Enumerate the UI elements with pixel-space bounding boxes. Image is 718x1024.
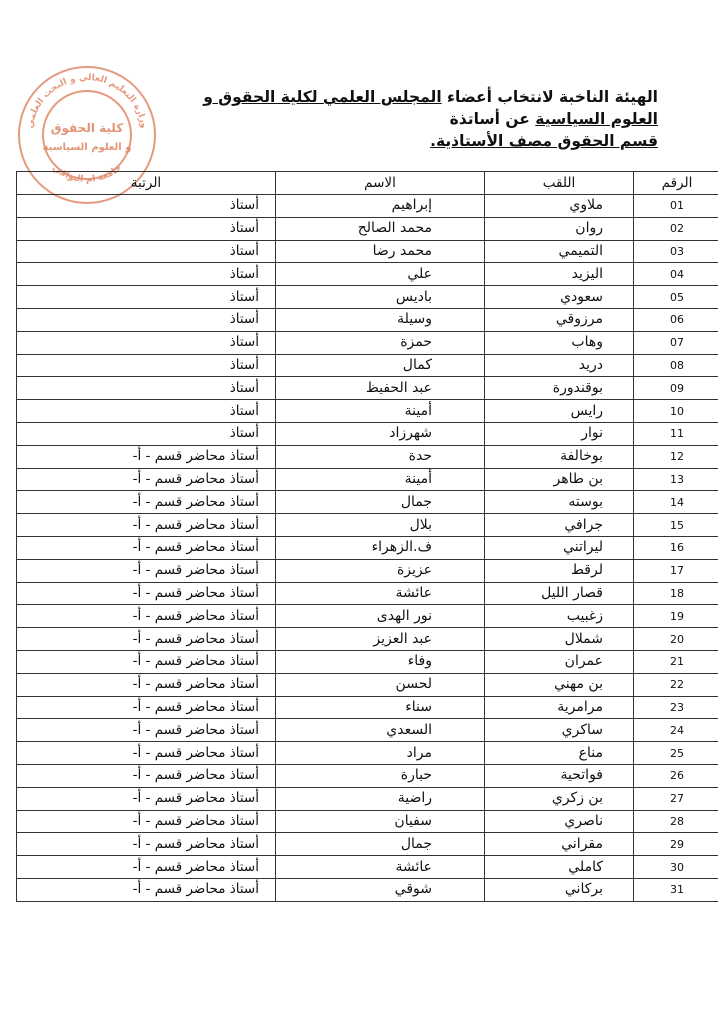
cell-last-name: ملاوي [485, 195, 634, 218]
cell-last-name: ناصري [485, 810, 634, 833]
cell-rank: أستاذ محاضر قسم - أ- [17, 719, 276, 742]
table-row [17, 696, 718, 719]
cell-first-name: عبد العزيز [276, 628, 485, 651]
cell-last-name: بن زكري [485, 787, 634, 810]
cell-last-name: بوخالفة [485, 445, 634, 468]
cell-first-name: عائشة [276, 856, 485, 879]
cell-rank: أستاذ محاضر قسم - أ- [17, 559, 276, 582]
cell-last-name: بركاني [485, 878, 634, 901]
table-row [17, 605, 718, 628]
table-row [17, 445, 718, 468]
cell-first-name: شوقي [276, 878, 485, 901]
cell-number: 05 [634, 286, 718, 309]
cell-number: 11 [634, 422, 718, 445]
table-row [17, 742, 718, 765]
cell-number: 22 [634, 673, 718, 696]
cell-last-name: بوسته [485, 491, 634, 514]
cell-number: 28 [634, 810, 718, 833]
cell-first-name: مراد [276, 742, 485, 765]
cell-first-name: كمال [276, 354, 485, 377]
cell-number: 31 [634, 878, 718, 901]
title-part1: الهيئة الناخبة لانتخاب أعضاء [441, 88, 658, 106]
cell-last-name: دريد [485, 354, 634, 377]
cell-rank: أستاذ محاضر قسم - أ- [17, 468, 276, 491]
table-row [17, 719, 718, 742]
table-row [17, 400, 718, 423]
table-row [17, 195, 718, 218]
cell-number: 27 [634, 787, 718, 810]
cell-rank: أستاذ محاضر قسم - أ- [17, 787, 276, 810]
stamp-text-line1: كلية الحقوق [50, 121, 124, 135]
cell-number: 02 [634, 217, 718, 240]
table-row [17, 764, 718, 787]
cell-rank: أستاذ محاضر قسم - أ- [17, 536, 276, 559]
cell-first-name: أمينة [276, 468, 485, 491]
table-row [17, 787, 718, 810]
electors-table [16, 171, 718, 902]
cell-number: 13 [634, 468, 718, 491]
cell-last-name: قصار الليل [485, 582, 634, 605]
cell-last-name: زغبيب [485, 605, 634, 628]
cell-last-name: بن طاهر [485, 468, 634, 491]
cell-last-name: فواتحية [485, 764, 634, 787]
stamp-ring-bottom-text: جامعة ام البواقي [50, 163, 124, 185]
table-row [17, 856, 718, 879]
cell-number: 23 [634, 696, 718, 719]
cell-last-name: نوار [485, 422, 634, 445]
cell-rank: أستاذ محاضر قسم - أ- [17, 491, 276, 514]
cell-first-name: سفيان [276, 810, 485, 833]
cell-rank: أستاذ محاضر قسم - أ- [17, 514, 276, 537]
cell-last-name: وهاب [485, 331, 634, 354]
cell-rank: أستاذ محاضر قسم - أ- [17, 878, 276, 901]
cell-rank: أستاذ [17, 331, 276, 354]
cell-first-name: إبراهيم [276, 195, 485, 218]
cell-number: 24 [634, 719, 718, 742]
cell-first-name: عائشة [276, 582, 485, 605]
cell-first-name: سناء [276, 696, 485, 719]
cell-first-name: السعدي [276, 719, 485, 742]
cell-first-name: محمد الصالح [276, 217, 485, 240]
cell-last-name: رايس [485, 400, 634, 423]
table-row [17, 286, 718, 309]
cell-rank: أستاذ محاضر قسم - أ- [17, 742, 276, 765]
table-row [17, 491, 718, 514]
header-number: الرقم [634, 172, 718, 195]
cell-rank: أستاذ محاضر قسم - أ- [17, 833, 276, 856]
cell-rank: أستاذ [17, 308, 276, 331]
table-row [17, 468, 718, 491]
cell-last-name: بن مهني [485, 673, 634, 696]
cell-rank: أستاذ محاضر قسم - أ- [17, 764, 276, 787]
table-row [17, 650, 718, 673]
cell-first-name: أمينة [276, 400, 485, 423]
cell-rank: أستاذ محاضر قسم - أ- [17, 650, 276, 673]
cell-rank: أستاذ محاضر قسم - أ- [17, 810, 276, 833]
cell-first-name: وسيلة [276, 308, 485, 331]
cell-first-name: محمد رضا [276, 240, 485, 263]
cell-number: 01 [634, 195, 718, 218]
cell-last-name: مقراني [485, 833, 634, 856]
table-row [17, 833, 718, 856]
cell-rank: أستاذ محاضر قسم - أ- [17, 445, 276, 468]
table-row [17, 240, 718, 263]
table-row [17, 878, 718, 901]
cell-first-name: عزيزة [276, 559, 485, 582]
cell-last-name: روان [485, 217, 634, 240]
table-row [17, 582, 718, 605]
cell-number: 12 [634, 445, 718, 468]
cell-first-name: حمزة [276, 331, 485, 354]
cell-first-name: راضية [276, 787, 485, 810]
cell-last-name: ليراتني [485, 536, 634, 559]
cell-first-name: عبد الحفيظ [276, 377, 485, 400]
cell-first-name: جمال [276, 491, 485, 514]
cell-last-name: كاملي [485, 856, 634, 879]
cell-number: 18 [634, 582, 718, 605]
cell-number: 03 [634, 240, 718, 263]
cell-rank: أستاذ محاضر قسم - أ- [17, 696, 276, 719]
cell-number: 14 [634, 491, 718, 514]
cell-number: 09 [634, 377, 718, 400]
cell-last-name: عمران [485, 650, 634, 673]
cell-first-name: وفاء [276, 650, 485, 673]
cell-first-name: باديس [276, 286, 485, 309]
cell-last-name: مناع [485, 742, 634, 765]
cell-last-name: التميمي [485, 240, 634, 263]
cell-rank: أستاذ محاضر قسم - أ- [17, 628, 276, 651]
cell-rank: أستاذ محاضر قسم - أ- [17, 856, 276, 879]
cell-number: 06 [634, 308, 718, 331]
cell-last-name: لرقط [485, 559, 634, 582]
cell-number: 21 [634, 650, 718, 673]
table-row [17, 217, 718, 240]
cell-number: 30 [634, 856, 718, 879]
table-row [17, 559, 718, 582]
cell-last-name: سعودي [485, 286, 634, 309]
cell-rank: أستاذ محاضر قسم - أ- [17, 605, 276, 628]
cell-number: 25 [634, 742, 718, 765]
cell-number: 04 [634, 263, 718, 286]
table-row [17, 628, 718, 651]
table-row [17, 331, 718, 354]
cell-first-name: علي [276, 263, 485, 286]
table-row [17, 514, 718, 537]
table-row [17, 377, 718, 400]
cell-first-name: جمال [276, 833, 485, 856]
cell-number: 16 [634, 536, 718, 559]
table-row [17, 536, 718, 559]
cell-number: 10 [634, 400, 718, 423]
cell-number: 20 [634, 628, 718, 651]
title-council: المجلس العلمي لكلية الحقوق و العلوم السياسية [203, 88, 658, 128]
document-title [200, 86, 658, 152]
cell-number: 15 [634, 514, 718, 537]
stamp-text-line2: و العلوم السياسية [42, 142, 132, 153]
title-part2: عن أساتذة [449, 110, 536, 128]
table-header-row [17, 172, 718, 195]
header-first-name: الاسم [276, 172, 485, 195]
cell-rank: أستاذ محاضر قسم - أ- [17, 582, 276, 605]
cell-rank: أستاذ [17, 422, 276, 445]
table-row [17, 422, 718, 445]
cell-rank: أستاذ [17, 354, 276, 377]
cell-rank: أستاذ [17, 240, 276, 263]
table-row [17, 810, 718, 833]
cell-rank: أستاذ [17, 217, 276, 240]
cell-number: 08 [634, 354, 718, 377]
cell-first-name: حدة [276, 445, 485, 468]
stamp-ring-top-text: وزارة التعليم العالي و البحث العلمي [25, 72, 149, 130]
title-line2: قسم الحقوق مصف الأستاذية. [430, 132, 658, 150]
cell-rank: أستاذ [17, 400, 276, 423]
table-row [17, 673, 718, 696]
cell-first-name: نور الهدى [276, 605, 485, 628]
cell-first-name: لحسن [276, 673, 485, 696]
cell-rank: أستاذ محاضر قسم - أ- [17, 673, 276, 696]
cell-rank: أستاذ [17, 263, 276, 286]
cell-rank: أستاذ [17, 195, 276, 218]
cell-rank: أستاذ [17, 377, 276, 400]
cell-number: 26 [634, 764, 718, 787]
table-row [17, 263, 718, 286]
cell-number: 17 [634, 559, 718, 582]
cell-last-name: اليزيد [485, 263, 634, 286]
cell-last-name: مرزوقي [485, 308, 634, 331]
cell-rank: أستاذ [17, 286, 276, 309]
cell-first-name: بلال [276, 514, 485, 537]
cell-number: 29 [634, 833, 718, 856]
header-last-name: اللقب [485, 172, 634, 195]
table-row [17, 354, 718, 377]
cell-number: 19 [634, 605, 718, 628]
cell-first-name: شهرزاد [276, 422, 485, 445]
cell-last-name: جرافي [485, 514, 634, 537]
cell-first-name: حبارة [276, 764, 485, 787]
table-row [17, 308, 718, 331]
cell-last-name: مرامرية [485, 696, 634, 719]
cell-last-name: بوقندورة [485, 377, 634, 400]
header-rank: الرتبة [17, 172, 276, 195]
cell-last-name: ساكري [485, 719, 634, 742]
cell-last-name: شملال [485, 628, 634, 651]
cell-first-name: ف.الزهراء [276, 536, 485, 559]
cell-number: 07 [634, 331, 718, 354]
